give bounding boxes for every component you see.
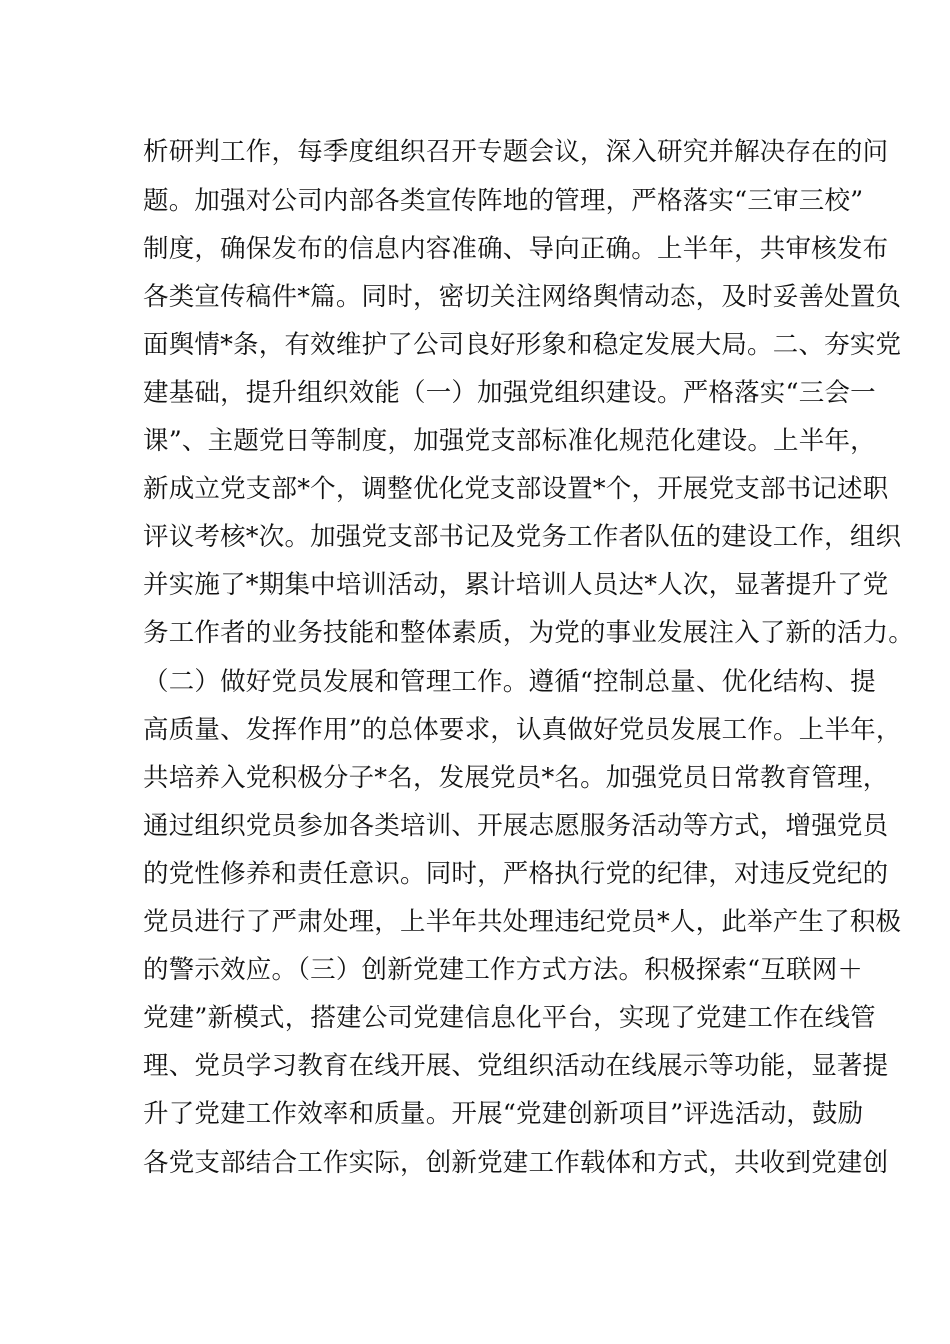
text-line: 制度，确保发布的信息内容准确、导向正确。上半年，共审核发布 xyxy=(143,234,889,264)
text-line: 新成立党支部*个，调整优化党支部设置*个，开展党支部书记述职 xyxy=(143,474,889,504)
text-line: 课”、主题党日等制度，加强党支部标准化规范化建设。上半年， xyxy=(143,426,876,456)
text-line: 建基础，提升组织效能（一）加强党组织建设。严格落实“三会一 xyxy=(143,378,876,408)
text-line: 高质量、发挥作用”的总体要求，认真做好党员发展工作。上半年， xyxy=(143,715,902,745)
text-line: 理、党员学习教育在线开展、党组织活动在线展示等功能，显著提 xyxy=(143,1051,889,1081)
text-line: 面舆情*条，有效维护了公司良好形象和稳定发展大局。二、夯实党 xyxy=(143,330,902,360)
text-line: 的警示效应。（三）创新党建工作方式方法。积极探索“互联网＋ xyxy=(143,955,864,985)
text-line: 各党支部结合工作实际，创新党建工作载体和方式，共收到党建创 xyxy=(143,1148,889,1178)
text-line: 的党性修养和责任意识。同时，严格执行党的纪律，对违反党纪的 xyxy=(143,859,889,889)
text-line: （二）做好党员发展和管理工作。遵循“控制总量、优化结构、提 xyxy=(143,667,876,697)
text-line: 题。加强对公司内部各类宣传阵地的管理，严格落实“三审三校” xyxy=(143,186,864,216)
text-line: 各类宣传稿件*篇。同时，密切关注网络舆情动态，及时妥善处置负 xyxy=(143,282,902,312)
text-line: 党员进行了严肃处理，上半年共处理违纪党员*人，此举产生了积极 xyxy=(143,907,902,937)
text-line: 党建”新模式，搭建公司党建信息化平台，实现了党建工作在线管 xyxy=(143,1003,876,1033)
text-line: 评议考核*次。加强党支部书记及党务工作者队伍的建设工作，组织 xyxy=(143,522,902,552)
text-line: 通过组织党员参加各类培训、开展志愿服务活动等方式，增强党员 xyxy=(143,811,889,841)
text-line: 析研判工作，每季度组织召开专题会议，深入研究并解决存在的问 xyxy=(143,137,889,167)
text-line: 共培养入党积极分子*名，发展党员*名。加强党员日常教育管理， xyxy=(143,763,889,793)
text-line: 升了党建工作效率和质量。开展“党建创新项目”评选活动，鼓励 xyxy=(143,1099,864,1129)
text-line: 并实施了*期集中培训活动，累计培训人员达*人次，显著提升了党 xyxy=(143,570,889,600)
text-line: 务工作者的业务技能和整体素质，为党的事业发展注入了新的活力。 xyxy=(143,618,915,648)
